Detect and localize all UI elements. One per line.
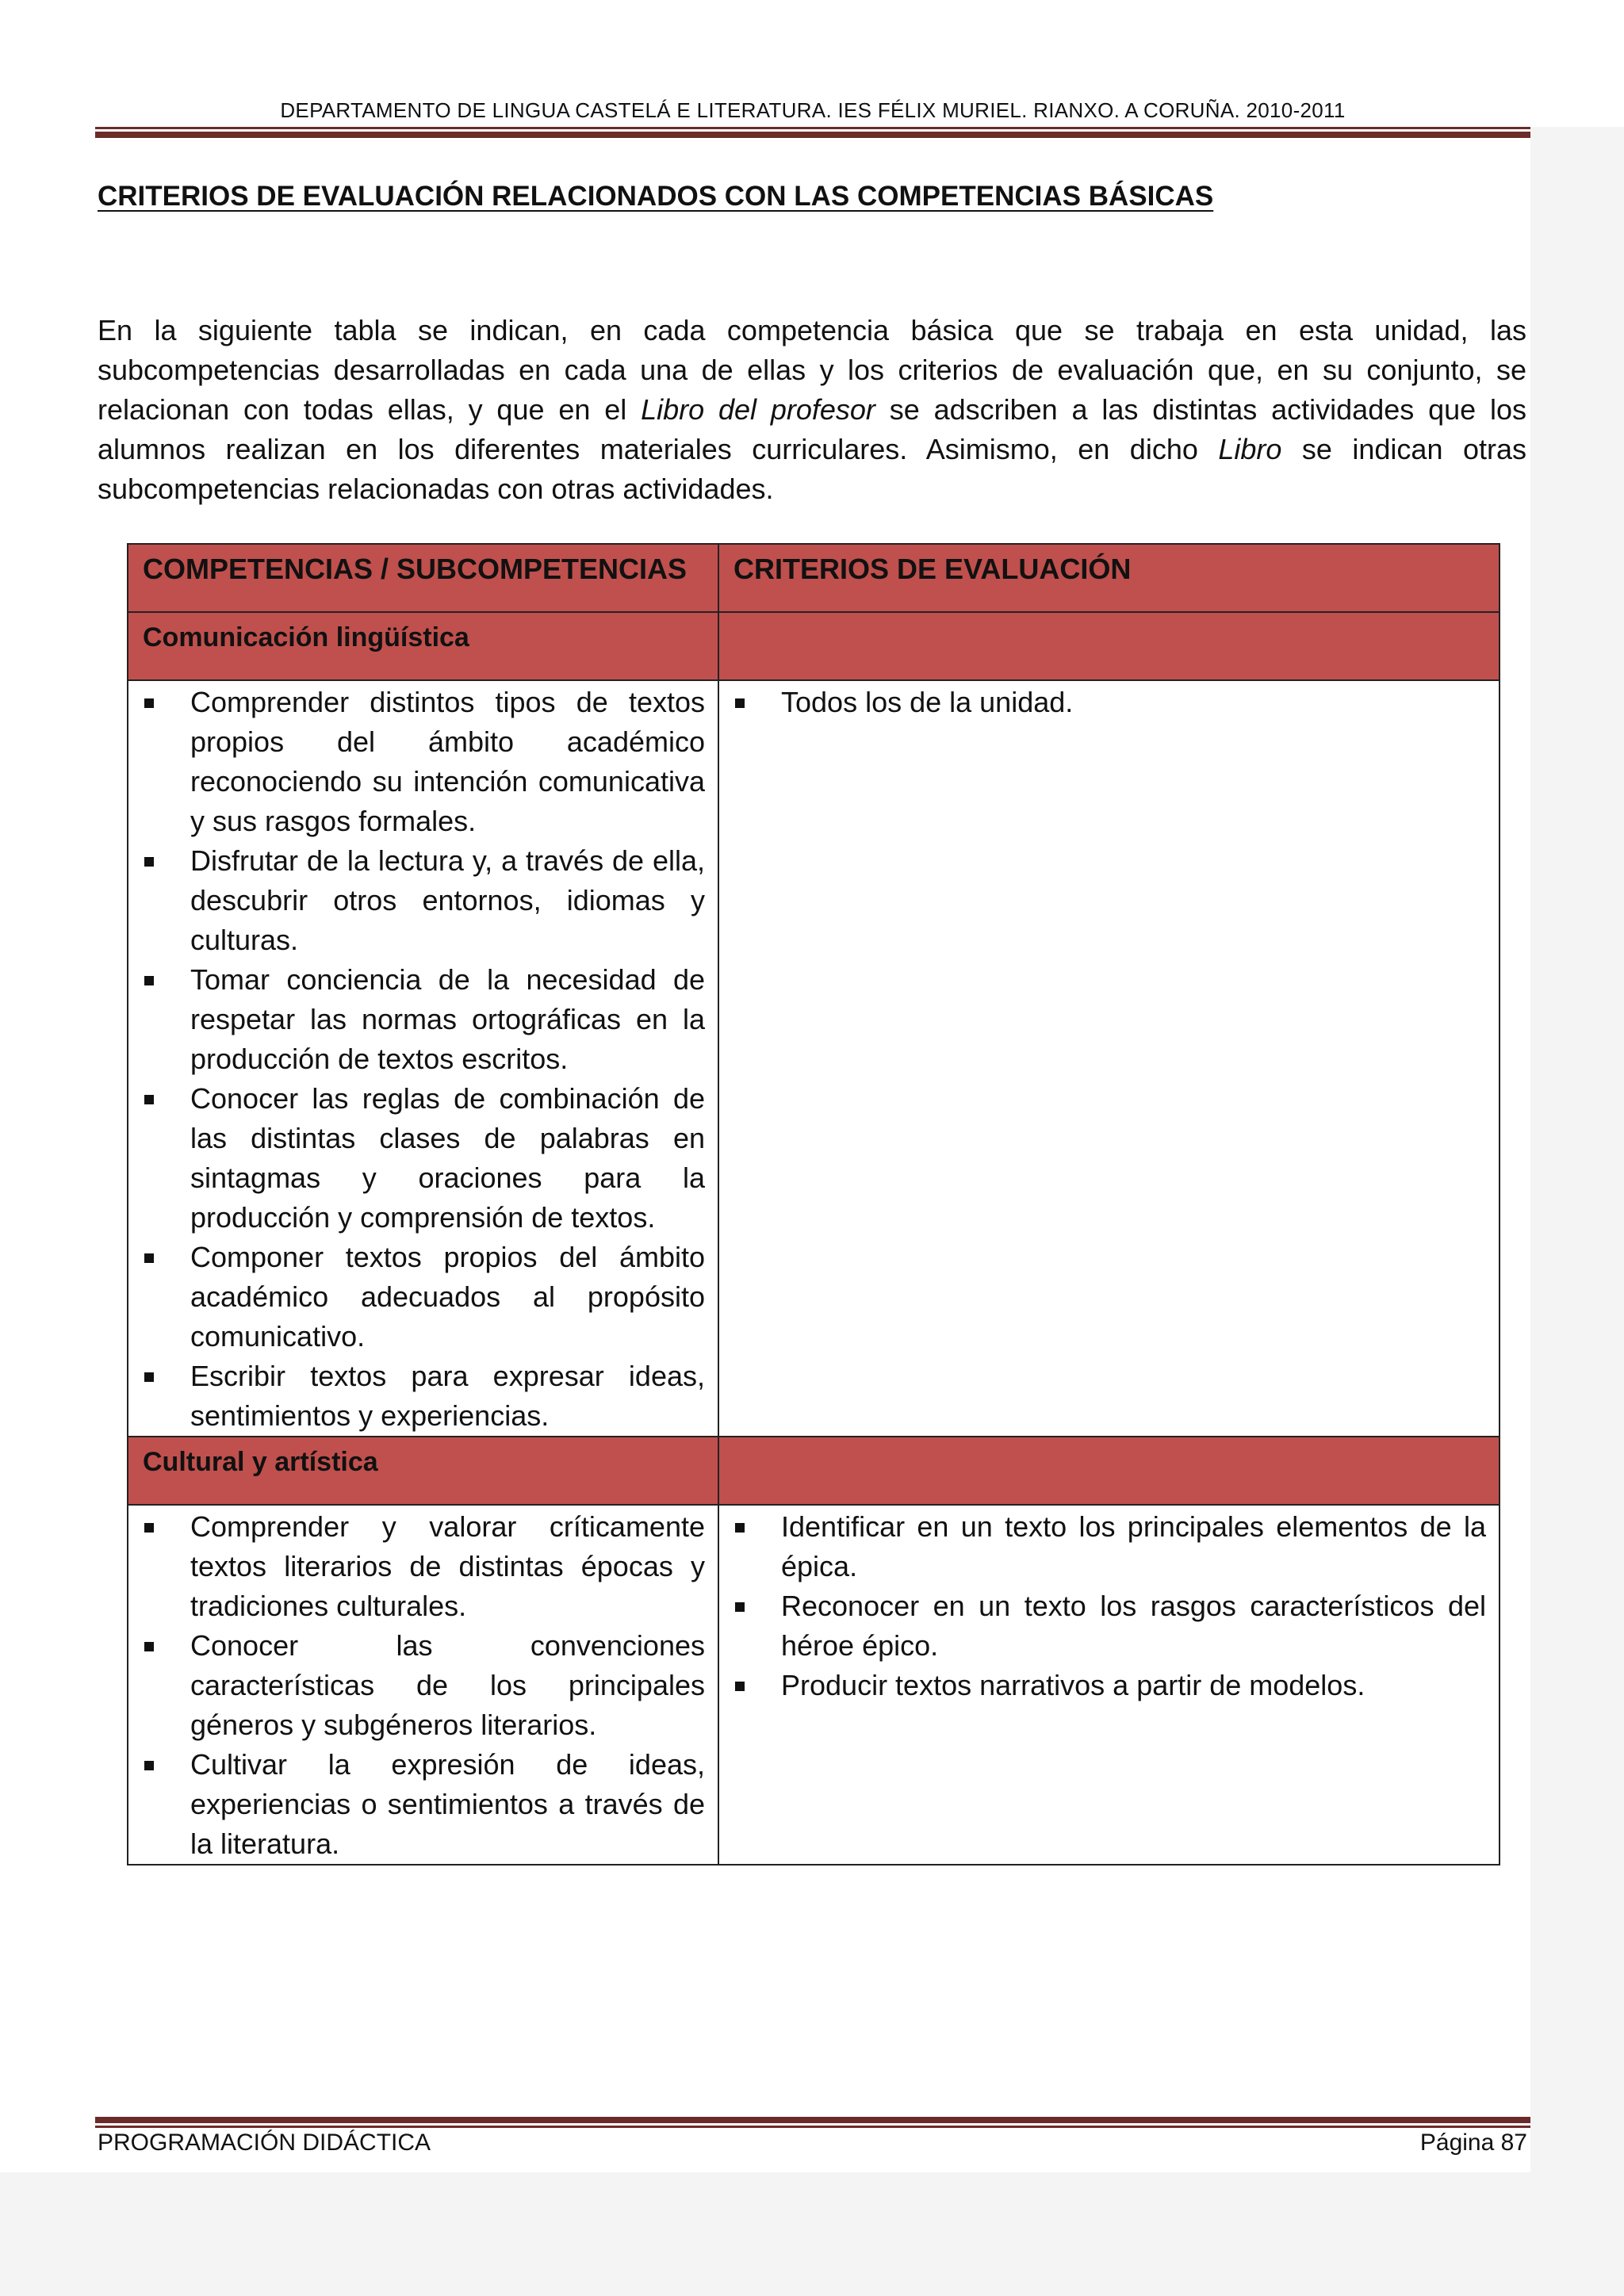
footer-rule: [95, 2117, 1530, 2128]
list-item: Componer textos propios del ámbito académico adecuados al propósito comunicativo.: [141, 1238, 705, 1357]
page-header: DEPARTAMENTO DE LINGUA CASTELÁ E LITERATURA. IES FÉLIX MURIEL. RIANXO. A CORUÑA. 2010-2011: [280, 98, 1346, 122]
criterios-list: [732, 1507, 1486, 1705]
criterios-cell: [718, 680, 1500, 1437]
header-rule: [95, 127, 1530, 138]
list-item: Identificar en un texto los principales elementos de la épica.: [732, 1507, 1486, 1586]
intro-text-3: se indican otras subcompetencias relacionadas con otras actividades.: [98, 433, 1526, 505]
subcompetencias-list: [141, 683, 705, 1436]
list-item: Comprender distintos tipos de textos propios del ámbito académico reconociendo su intención comunicativa y sus rasgos formales.: [141, 683, 705, 841]
criterios-list: [732, 683, 1486, 722]
criterios-cell: [718, 1505, 1500, 1865]
list-item: Conocer las reglas de combinación de las distintas clases de palabras en sintagmas y oraciones para la producción y comprensión de textos.: [141, 1079, 705, 1238]
page-number: Página 87: [1419, 2130, 1527, 2156]
section-name-comunicacion: Comunicación lingüística: [128, 612, 718, 680]
list-item: Tomar conciencia de la necesidad de respetar las normas ortográficas en la producción de textos escritos.: [141, 960, 705, 1079]
subcompetencias-list: [141, 1507, 705, 1864]
subcompetencias-cell: [128, 1505, 718, 1865]
section-name-cultural: Cultural y artística: [128, 1437, 718, 1505]
list-item: Disfrutar de la lectura y, a través de ella, descubrir otros entornos, idiomas y culturas.: [141, 841, 705, 960]
table-row: [128, 680, 1500, 1437]
list-item: Todos los de la unidad.: [732, 683, 1486, 722]
list-item: Comprender y valorar críticamente textos literarios de distintas épocas y tradiciones culturales.: [141, 1507, 705, 1626]
competencias-table: [127, 543, 1500, 1866]
section-row-cultural: [128, 1437, 1500, 1505]
list-item: Cultivar la expresión de ideas, experiencias o sentimientos a través de la literatura.: [141, 1745, 705, 1864]
intro-italic-libro-profesor: Libro del profesor: [641, 393, 875, 426]
section-empty-cell: [718, 612, 1500, 680]
header-competencias: COMPETENCIAS / SUBCOMPETENCIAS: [128, 544, 718, 612]
table-header-row: [128, 544, 1500, 612]
subcompetencias-cell: [128, 680, 718, 1437]
list-item: Producir textos narrativos a partir de modelos.: [732, 1666, 1486, 1705]
header-criterios: CRITERIOS DE EVALUACIÓN: [718, 544, 1500, 612]
intro-italic-libro: Libro: [1218, 433, 1282, 465]
table-row: [128, 1505, 1500, 1865]
list-item: Conocer las convenciones características de los principales géneros y subgéneros literarios.: [141, 1626, 705, 1745]
page-shade-bottom: [0, 2172, 1624, 2296]
section-row-comunicacion: [128, 612, 1500, 680]
list-item: Escribir textos para expresar ideas, sentimientos y experiencias.: [141, 1357, 705, 1436]
section-empty-cell: [718, 1437, 1500, 1505]
intro-text-1: En la siguiente tabla se indican, en cada competencia básica que se trabaja en esta unidad, las subcompetencias desarrolladas en cada una de ellas y los criterios de evaluación que, en su conjunto, se relacionan con todas ellas, y que en el: [98, 314, 1526, 426]
page-shade-right: [1530, 127, 1624, 2296]
section-title: CRITERIOS DE EVALUACIÓN RELACIONADOS CON LAS COMPETENCIAS BÁSICAS: [98, 181, 1214, 212]
intro-paragraph: [98, 311, 1526, 509]
list-item: Reconocer en un texto los rasgos característicos del héroe épico.: [732, 1586, 1486, 1666]
footer-title: PROGRAMACIÓN DIDÁCTICA: [98, 2130, 431, 2156]
intro-text-2: se adscriben a las distintas actividades que los alumnos realizan en los diferentes materiales curriculares. Asimismo, en dicho: [98, 393, 1526, 465]
